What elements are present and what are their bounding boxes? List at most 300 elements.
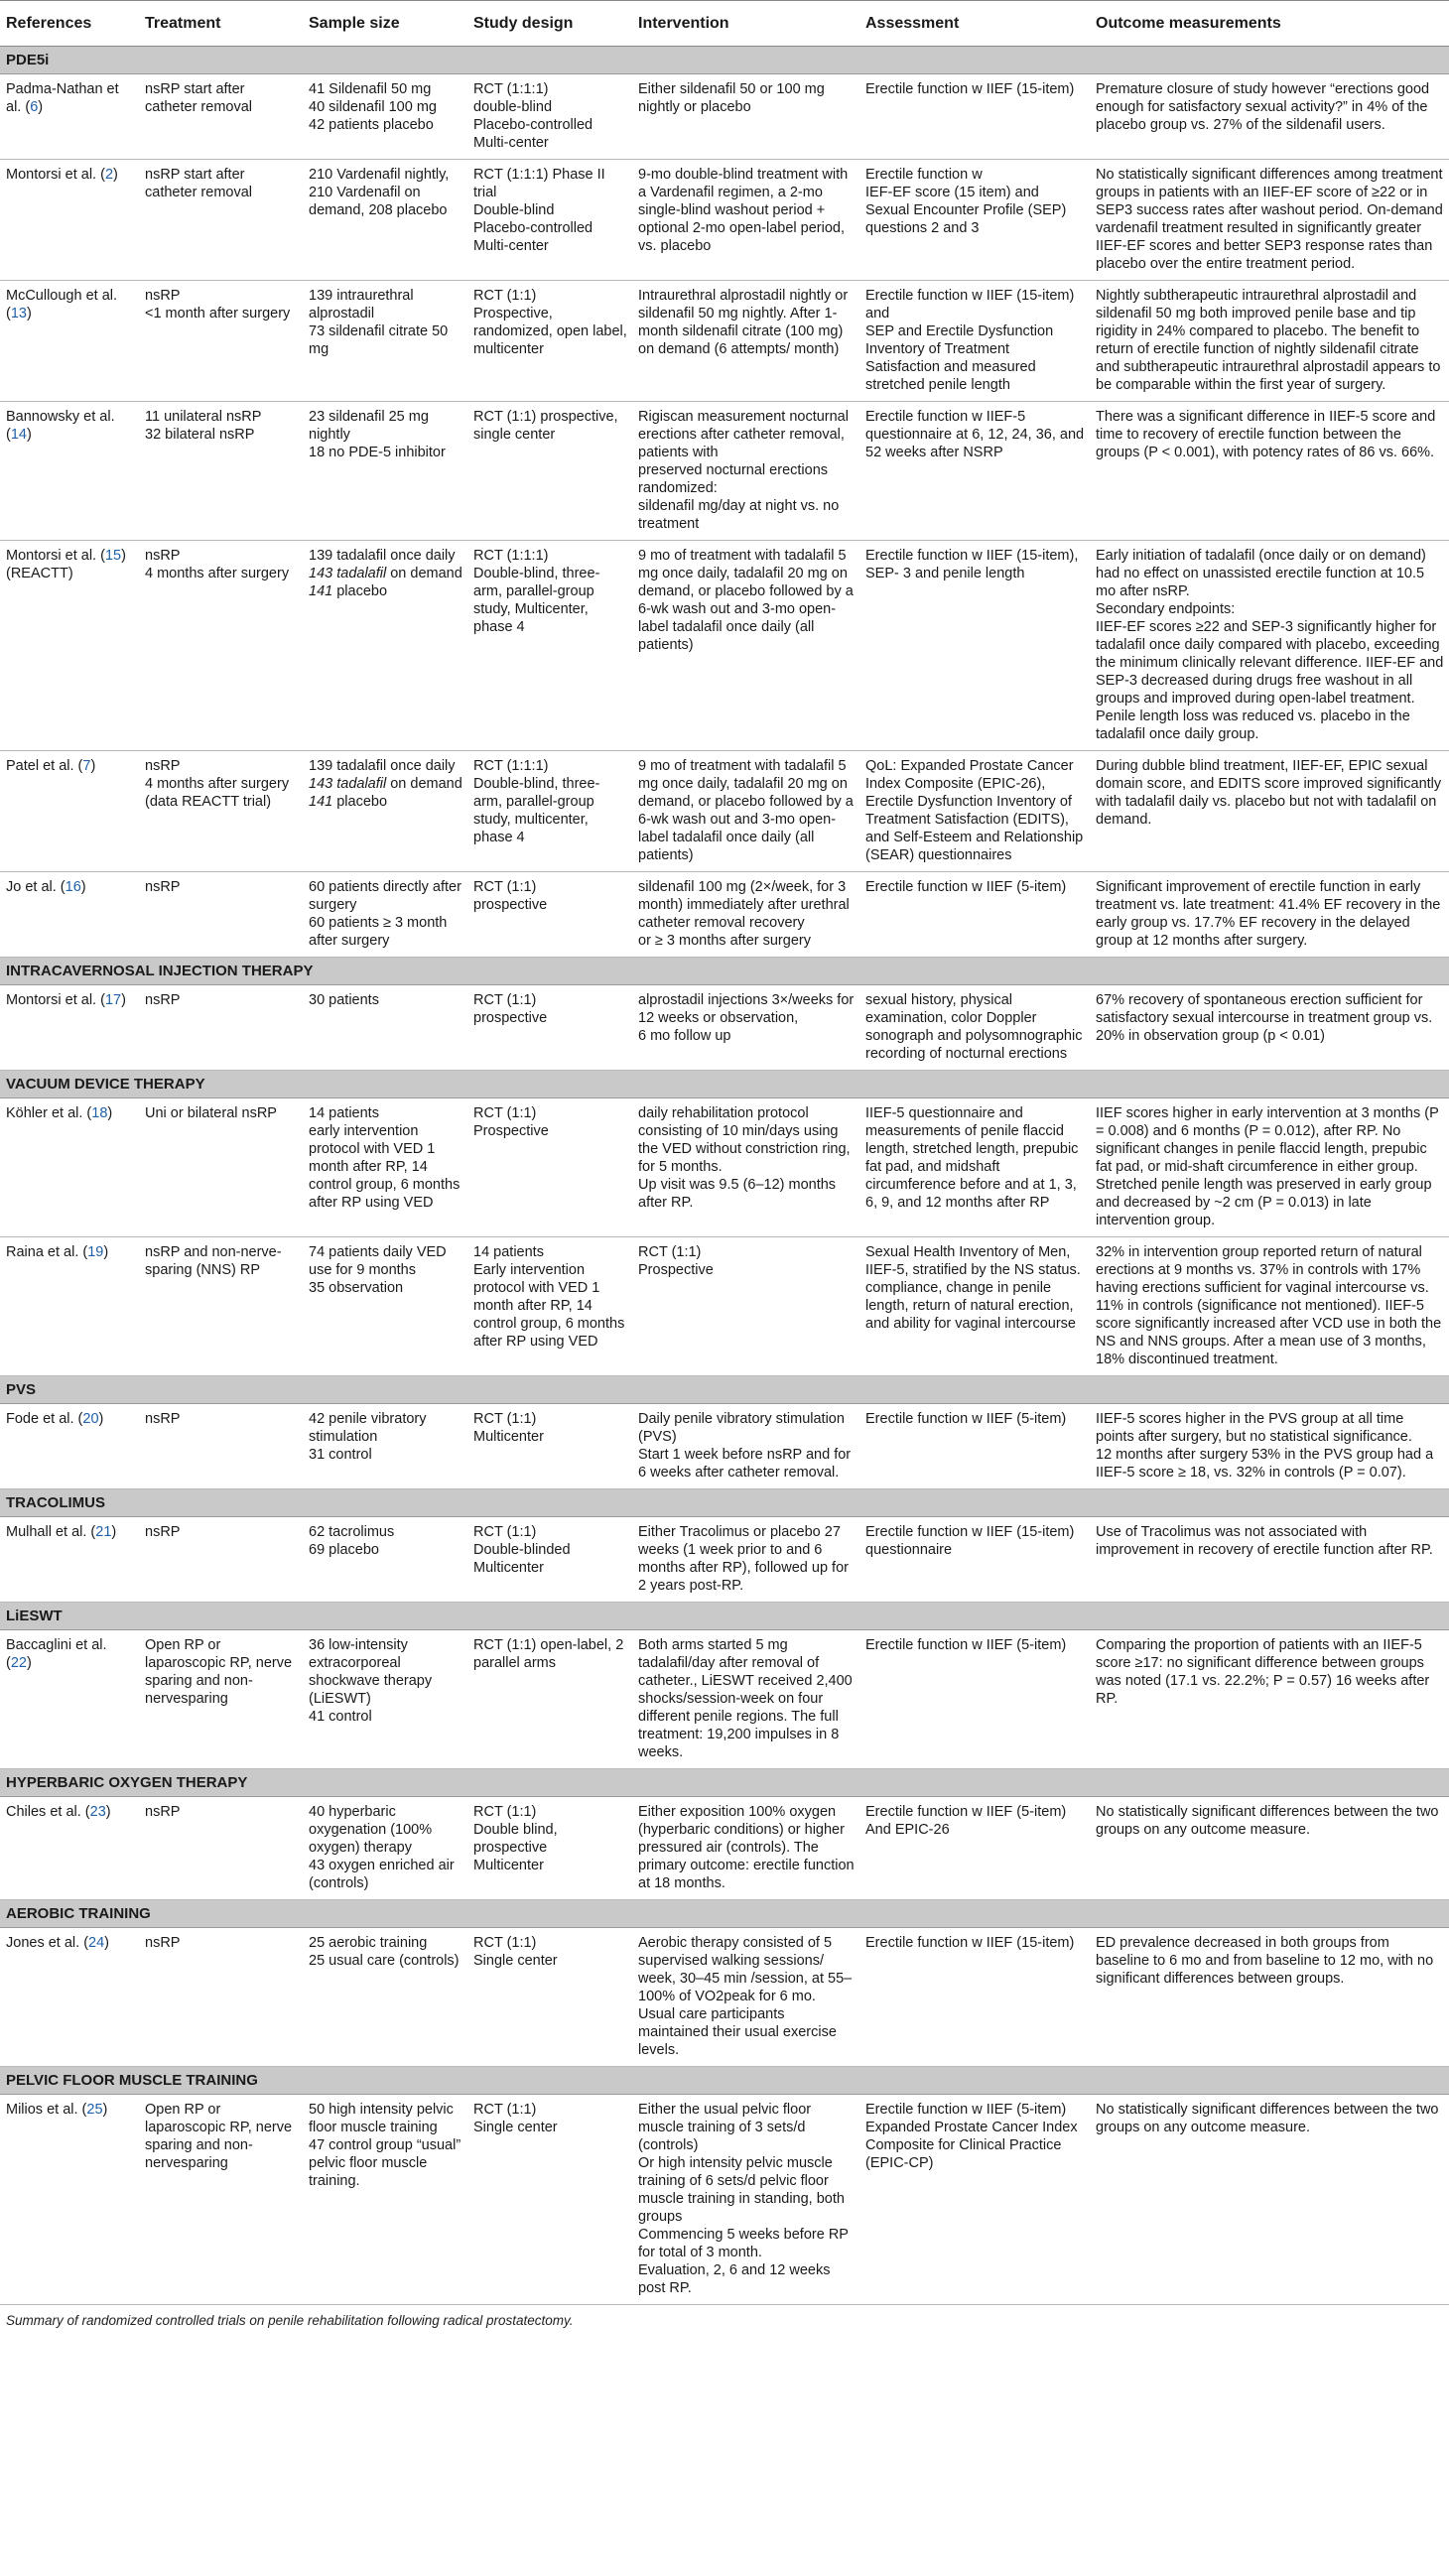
table-row xyxy=(0,1630,1449,1769)
treatment-line: nsRP xyxy=(145,1411,181,1427)
sample-line xyxy=(309,1279,462,1297)
reference-authors: Baccaglini et al. xyxy=(6,1637,107,1653)
reference-link[interactable]: 17 xyxy=(104,992,122,1008)
treatment-line: nsRP and non-nerve-sparing (NNS) RP xyxy=(145,1244,282,1278)
cell-intervention xyxy=(632,2095,859,2305)
cell-outcome xyxy=(1090,872,1449,958)
sample-text: 35 observation xyxy=(309,1280,404,1296)
sample-line xyxy=(309,565,462,582)
table-caption: Summary of randomized controlled trials on penile rehabilitation following radical prostatectomy. xyxy=(6,2313,574,2328)
sample-line xyxy=(309,878,462,914)
intervention-line: Prospective xyxy=(638,1262,714,1278)
study-design-line: Single center xyxy=(473,2120,558,2135)
intervention-line: Or high intensity pelvic muscle training of 6 sets/d pelvic floor muscle training in standing, both groups xyxy=(638,2155,845,2225)
sample-text: 60 patients ≥ 3 month after surgery xyxy=(309,915,448,949)
sample-text: 14 patients xyxy=(309,1105,379,1121)
sample-text: 25 usual care (controls) xyxy=(309,1953,460,1969)
cell-reference: Milios et al. (25) xyxy=(0,2095,139,2305)
sample-text: 143 tadalafil xyxy=(309,566,387,581)
section-header-row xyxy=(0,47,1449,74)
assessment-line: Erectile function w IIEF (15-item) questionnaire xyxy=(865,1524,1075,1558)
study-design-line: Double-blind xyxy=(473,202,555,218)
sample-text: 139 tadalafil once daily xyxy=(309,758,456,774)
cell-intervention xyxy=(632,1630,859,1769)
sample-line xyxy=(309,775,462,793)
sample-text: 41 control xyxy=(309,1709,372,1725)
study-design-line: Multicenter xyxy=(473,1560,544,1576)
cell-sample-size xyxy=(303,402,467,541)
header-sample-size: Sample size xyxy=(303,1,467,47)
header-intervention: Intervention xyxy=(632,1,859,47)
intervention-line: preserved nocturnal erections randomized: xyxy=(638,462,829,496)
cell-assessment xyxy=(859,160,1090,281)
reference-link[interactable]: 6 xyxy=(30,99,39,115)
cell-sample-size xyxy=(303,2095,467,2305)
study-design-line: RCT (1:1) xyxy=(473,992,537,1008)
treatment-line: 4 months after surgery xyxy=(145,566,290,581)
cell-study-design xyxy=(467,402,632,541)
section-title: LiESWT xyxy=(0,1603,1449,1630)
cell-treatment xyxy=(139,281,303,402)
reference-link[interactable]: 2 xyxy=(104,167,114,183)
study-design-line: 14 patients xyxy=(473,1244,544,1260)
cell-reference: Bannowsky et al. (14) xyxy=(0,402,139,541)
sample-text: 23 sildenafil 25 mg nightly xyxy=(309,409,429,443)
cell-assessment xyxy=(859,1517,1090,1603)
outcome-line: Significant improvement of erectile function in early treatment vs. late treatment: 41.4% EF recovery in the early group vs. 17.7% EF recovery in the delayed group at 12 months after surgery. xyxy=(1096,879,1441,949)
sample-line xyxy=(309,1934,462,1952)
outcome-line: IIEF scores higher in early intervention at 3 months (P = 0.008) and 6 months (P = 0.012), after RP. No significant changes in penile flaccid length, prepubic fat pad, or mid-shaft circumference in either group. Stretched penile length was preserved in early group and decreased by ~2 cm (P = 0.013) in late intervention group. xyxy=(1096,1105,1439,1228)
study-design-line: RCT (1:1) xyxy=(473,1935,537,1951)
table-row xyxy=(0,872,1449,958)
sample-line xyxy=(309,1523,462,1541)
study-design-line: RCT (1:1) xyxy=(473,2102,537,2118)
cell-sample-size xyxy=(303,1237,467,1376)
sample-text: 42 penile vibratory stimulation xyxy=(309,1411,427,1445)
cell-study-design xyxy=(467,1928,632,2067)
cell-study-design xyxy=(467,1237,632,1376)
section-title: TRACOLIMUS xyxy=(0,1489,1449,1517)
intervention-line: 9 mo of treatment with tadalafil 5 mg once daily, tadalafil 20 mg on demand, or placebo followed by a 6-wk wash out and 3-mo open-label tadalafil once daily (all patients) xyxy=(638,548,854,653)
cell-intervention xyxy=(632,1098,859,1237)
sample-line xyxy=(309,582,462,600)
intervention-line: sildenafil mg/day at night vs. no treatment xyxy=(638,498,840,532)
intervention-line: Either exposition 100% oxygen (hyperbaric conditions) or higher pressured air (controls). The primary outcome: erectile function at 18 months. xyxy=(638,1804,855,1891)
table-row xyxy=(0,1517,1449,1603)
sample-line xyxy=(309,1104,462,1122)
cell-study-design xyxy=(467,74,632,160)
cell-sample-size xyxy=(303,1630,467,1769)
sample-text: 210 Vardenafil nightly, 210 Vardenafil on demand, 208 placebo xyxy=(309,167,450,218)
reference-link[interactable]: 13 xyxy=(10,306,27,322)
assessment-line: IIEF-5 questionnaire and measurements of penile flaccid length, stretched length, prepubic fat pad, and midshaft circumference before and at 1, 3, 6, 9, and 12 months after RP xyxy=(865,1105,1079,1211)
sample-text: 141 xyxy=(309,583,333,599)
cell-sample-size xyxy=(303,1797,467,1900)
assessment-line: And EPIC-26 xyxy=(865,1822,950,1838)
intervention-line: RCT (1:1) xyxy=(638,1244,702,1260)
header-study-design: Study design xyxy=(467,1,632,47)
cell-treatment xyxy=(139,1928,303,2067)
sample-text: 73 sildenafil citrate 50 mg xyxy=(309,323,449,357)
outcome-line: IIEF-5 scores higher in the PVS group at all time points after surgery, but no statistical significance. xyxy=(1096,1411,1412,1445)
study-design-line: Placebo-controlled xyxy=(473,117,593,133)
sample-text: 143 tadalafil xyxy=(309,776,387,792)
cell-outcome xyxy=(1090,1237,1449,1376)
treatment-line: nsRP xyxy=(145,1935,181,1951)
assessment-line: Erectile function w xyxy=(865,167,983,183)
intervention-line: Up visit was 9.5 (6–12) months after RP. xyxy=(638,1177,837,1211)
cell-treatment xyxy=(139,1404,303,1489)
sample-line xyxy=(309,1636,462,1708)
reference-authors: Montorsi et al. xyxy=(6,167,97,183)
study-design-line: RCT (1:1:1) xyxy=(473,758,549,774)
assessment-line: Erectile function w IIEF (5-item) xyxy=(865,1411,1067,1427)
intervention-line: Start 1 week before nsRP and for 6 weeks after catheter removal. xyxy=(638,1447,852,1481)
cell-sample-size xyxy=(303,1098,467,1237)
cell-sample-size xyxy=(303,751,467,872)
header-references: References xyxy=(0,1,139,47)
cell-reference: McCullough et al. (13) xyxy=(0,281,139,402)
table-row xyxy=(0,402,1449,541)
reference-link[interactable]: 21 xyxy=(95,1524,112,1540)
cell-assessment xyxy=(859,1098,1090,1237)
assessment-line: IEF-EF score (15 item) and Sexual Encounter Profile (SEP) questions 2 and 3 xyxy=(865,185,1067,236)
sample-text: 18 no PDE-5 inhibitor xyxy=(309,445,446,460)
cell-treatment xyxy=(139,1098,303,1237)
reference-link[interactable]: 14 xyxy=(10,427,27,443)
reference-authors: Jones et al. xyxy=(6,1935,80,1951)
study-design-line: Multi-center xyxy=(473,135,549,151)
cell-treatment xyxy=(139,872,303,958)
outcome-line: 32% in intervention group reported return of natural erections at 9 months vs. 37% in controls with 17% having erections sufficient for vaginal intercourse vs. 11% in controls (significance not mentioned). IIEF-5 score significantly increased after VCD use in both the NS and NNS groups. After a mean use of 3 months, 18% discontinued treatment. xyxy=(1096,1244,1442,1367)
cell-outcome xyxy=(1090,402,1449,541)
table-row xyxy=(0,1404,1449,1489)
study-design-line: Double-blind, three-arm, parallel-group study, Multicenter, phase 4 xyxy=(473,566,600,635)
cell-study-design xyxy=(467,1404,632,1489)
intervention-line: or ≥ 3 months after surgery xyxy=(638,933,811,949)
cell-study-design xyxy=(467,1797,632,1900)
study-design-line: double-blind xyxy=(473,99,553,115)
intervention-line: Commencing 5 weeks before RP for total of 3 month. xyxy=(638,2227,849,2260)
intervention-line: alprostadil injections 3×/weeks for 12 weeks or observation, xyxy=(638,992,855,1026)
cell-study-design xyxy=(467,1630,632,1769)
cell-outcome xyxy=(1090,160,1449,281)
cell-treatment xyxy=(139,74,303,160)
cell-outcome xyxy=(1090,2095,1449,2305)
outcome-line: No statistically significant differences among treatment groups in patients with an IIEF-EF score of ≥22 or in SEP3 success rates after washout period. On-demand vardenafil treatment resulted in significantly greater IIEF-EF scores and better SEP3 response rates than placebo over the entire treatment period. xyxy=(1096,167,1443,272)
sample-text: 40 hyperbaric oxygenation (100% oxygen) therapy xyxy=(309,1804,433,1856)
study-design-line: RCT (1:1) xyxy=(473,1524,537,1540)
sample-line xyxy=(309,547,462,565)
treatment-line: <1 month after surgery xyxy=(145,306,291,322)
cell-treatment xyxy=(139,1237,303,1376)
treatment-line: Open RP or laparoscopic RP, nerve sparing and non-nervesparing xyxy=(145,1637,293,1707)
section-header-row xyxy=(0,1489,1449,1517)
cell-sample-size xyxy=(303,1404,467,1489)
sample-line xyxy=(309,287,462,322)
cell-outcome xyxy=(1090,541,1449,751)
table-row xyxy=(0,751,1449,872)
sample-text: 141 xyxy=(309,794,333,810)
study-design-line: Double-blind, three-arm, parallel-group study, multicenter, phase 4 xyxy=(473,776,600,845)
outcome-line: Nightly subtherapeutic intraurethral alprostadil and sildenafil 50 mg both improved penile base and tip rigidity in 24% compared to placebo. The benefit to return of erectile function of nightly sildenafil citrate and subtherapeutic intraurethral alprostadil appears to be comparable within the first year of surgery. xyxy=(1096,288,1441,393)
section-title: VACUUM DEVICE THERAPY xyxy=(0,1071,1449,1098)
cell-intervention xyxy=(632,541,859,751)
sample-line xyxy=(309,2101,462,2136)
treatment-line: nsRP start after catheter removal xyxy=(145,167,252,200)
sample-line xyxy=(309,1708,462,1726)
reference-link[interactable]: 25 xyxy=(86,2102,103,2118)
header-outcome: Outcome measurements xyxy=(1090,1,1449,47)
header-treatment: Treatment xyxy=(139,1,303,47)
cell-intervention xyxy=(632,751,859,872)
intervention-line: Either sildenafil 50 or 100 mg nightly or placebo xyxy=(638,81,825,115)
intervention-line: 6 mo follow up xyxy=(638,1028,731,1044)
cell-study-design xyxy=(467,1517,632,1603)
sample-text: 62 tacrolimus xyxy=(309,1524,395,1540)
sample-line xyxy=(309,444,462,461)
section-title: PVS xyxy=(0,1376,1449,1404)
table-body xyxy=(0,47,1449,2305)
reference-link[interactable]: 7 xyxy=(82,758,91,774)
section-header-row xyxy=(0,1071,1449,1098)
section-title: AEROBIC TRAINING xyxy=(0,1900,1449,1928)
outcome-line: ED prevalence decreased in both groups from baseline to 6 mo and from baseline to 12 mo, with no significant differences between groups. xyxy=(1096,1935,1434,1987)
reference-link[interactable]: 20 xyxy=(82,1411,99,1427)
cell-reference: Raina et al. (19) xyxy=(0,1237,139,1376)
section-header-row xyxy=(0,2067,1449,2095)
reference-link[interactable]: 22 xyxy=(10,1655,27,1671)
cell-assessment xyxy=(859,1928,1090,2067)
study-design-line: prospective xyxy=(473,897,548,913)
cell-outcome xyxy=(1090,751,1449,872)
cell-reference: Fode et al. (20) xyxy=(0,1404,139,1489)
intervention-line: Aerobic therapy consisted of 5 supervised walking sessions/ week, 30–45 min /session, at 55–100% of VO2peak for 6 mo. Usual care participants maintained their usual exercise levels. xyxy=(638,1935,853,2058)
sample-text: 31 control xyxy=(309,1447,372,1463)
study-design-line: RCT (1:1) xyxy=(473,1411,537,1427)
cell-reference: Montorsi et al. (2) xyxy=(0,160,139,281)
treatment-line: nsRP xyxy=(145,548,181,564)
cell-study-design xyxy=(467,872,632,958)
reference-link[interactable]: 16 xyxy=(65,879,81,895)
reference-authors: Montorsi et al. xyxy=(6,992,97,1008)
outcome-line: During dubble blind treatment, IIEF-EF, EPIC sexual domain score, and EDITS score improved significantly with tadalafil daily vs. placebo but not with tadalafil on demand. xyxy=(1096,758,1442,828)
cell-sample-size xyxy=(303,281,467,402)
cell-assessment xyxy=(859,1630,1090,1769)
sample-line xyxy=(309,1122,462,1212)
intervention-line: Both arms started 5 mg tadalafil/day after removal of catheter., LiESWT received 2,400 shocks/session-week on four different penile regions. The full treatment: 19,200 impulses in 8 weeks. xyxy=(638,1637,853,1760)
cell-treatment xyxy=(139,1797,303,1900)
intervention-line: Either the usual pelvic floor muscle training of 3 sets/d (controls) xyxy=(638,2102,812,2153)
study-design-line: RCT (1:1:1) Phase II trial xyxy=(473,167,605,200)
reference-extra: (REACTT) xyxy=(6,566,73,581)
cell-outcome xyxy=(1090,985,1449,1071)
study-design-line: RCT (1:1:1) xyxy=(473,81,549,97)
cell-intervention xyxy=(632,872,859,958)
study-design-line: Early intervention protocol with VED 1 month after RP, 14 control group, 6 months after RP using VED xyxy=(473,1262,625,1350)
sample-text: 139 tadalafil once daily xyxy=(309,548,456,564)
cell-sample-size xyxy=(303,541,467,751)
outcome-line: IIEF-EF scores ≥22 and SEP-3 significantly higher for tadalafil once daily compared with placebo, exceeding the minimum clinically relevant difference. IIEF-EF and SEP-3 decreased during drugs free washout in all groups and improved during open-label treatment. Penile length loss was reduced vs. placebo in the tadalafil once daily group. xyxy=(1096,619,1444,742)
assessment-line: sexual history, physical examination, color Doppler sonograph and polysomnographic recording of nocturnal erections xyxy=(865,992,1083,1062)
table-row xyxy=(0,1237,1449,1376)
assessment-line: Sexual Health Inventory of Men, IIEF-5, stratified by the NS status. compliance, change in penile length, return of natural erection, and ability for vaginal intercourse xyxy=(865,1244,1081,1332)
reference-link[interactable]: 24 xyxy=(88,1935,105,1951)
cell-assessment xyxy=(859,985,1090,1071)
reference-authors: Köhler et al. xyxy=(6,1105,83,1121)
cell-study-design xyxy=(467,751,632,872)
section-title: PDE5i xyxy=(0,47,1449,74)
cell-reference: Jones et al. (24) xyxy=(0,1928,139,2067)
cell-intervention xyxy=(632,281,859,402)
assessment-line: QoL: Expanded Prostate Cancer Index Composite (EPIC-26), Erectile Dysfunction Inventory of Treatment Satisfaction (EDITS), and Self-Esteem and Relationship (SEAR) questionnaires xyxy=(865,758,1084,863)
sample-tail: on demand xyxy=(386,566,462,581)
study-design-line: prospective xyxy=(473,1010,548,1026)
sample-line xyxy=(309,322,462,358)
treatment-line: nsRP start after catheter removal xyxy=(145,81,252,115)
sample-text: 30 patients xyxy=(309,992,379,1008)
cell-reference: Baccaglini et al. (22) xyxy=(0,1630,139,1769)
reference-link[interactable]: 18 xyxy=(91,1105,108,1121)
cell-outcome xyxy=(1090,74,1449,160)
reference-authors: Raina et al. xyxy=(6,1244,79,1260)
study-design-line: RCT (1:1) open-label, 2 parallel arms xyxy=(473,1637,624,1671)
cell-reference: Montorsi et al. (17) xyxy=(0,985,139,1071)
cell-reference: Patel et al. (7) xyxy=(0,751,139,872)
sample-text: early intervention protocol with VED 1 month after RP, 14 control group, 6 months after RP using VED xyxy=(309,1123,461,1211)
cell-treatment xyxy=(139,1630,303,1769)
outcome-line: Premature closure of study however “erections good enough for satisfactory sexual activity?” in 4% of the placebo group vs. 27% of the sildenafil users. xyxy=(1096,81,1430,133)
outcome-line: Secondary endpoints: xyxy=(1096,601,1236,617)
cell-intervention xyxy=(632,1404,859,1489)
sample-text: 74 patients daily VED use for 9 months xyxy=(309,1244,447,1278)
cell-outcome xyxy=(1090,1404,1449,1489)
cell-treatment xyxy=(139,985,303,1071)
sample-text: 60 patients directly after surgery xyxy=(309,879,461,913)
cell-reference: Montorsi et al. (15) (REACTT) xyxy=(0,541,139,751)
outcome-line: No statistically significant differences between the two groups on any outcome measure. xyxy=(1096,1804,1439,1838)
cell-study-design xyxy=(467,281,632,402)
study-design-line: RCT (1:1) xyxy=(473,879,537,895)
intervention-line: Intraurethral alprostadil nightly or sildenafil 50 mg nightly. After 1-month sildenafil citrate (100 mg) on demand (6 attempts/ month) xyxy=(638,288,849,357)
header-row xyxy=(0,1,1449,47)
cell-treatment xyxy=(139,160,303,281)
cell-treatment xyxy=(139,751,303,872)
assessment-line: SEP and Erectile Dysfunction Inventory of Treatment Satisfaction and measured stretched penile length xyxy=(865,323,1054,393)
treatment-line: nsRP xyxy=(145,758,181,774)
sample-tail: placebo xyxy=(332,583,388,599)
reference-authors: Jo et al. xyxy=(6,879,57,895)
study-design-line: RCT (1:1) xyxy=(473,1804,537,1820)
assessment-line: Erectile function w IIEF (5-item) Expanded Prostate Cancer Index Composite for Clinical Practice (EPIC-CP) xyxy=(865,2102,1078,2171)
cell-assessment xyxy=(859,1404,1090,1489)
study-design-line: RCT (1:1:1) xyxy=(473,548,549,564)
study-design-line: Double blind, prospective xyxy=(473,1822,558,1856)
treatment-line: Open RP or laparoscopic RP, nerve sparing and non-nervesparing xyxy=(145,2102,293,2171)
treatment-line: 32 bilateral nsRP xyxy=(145,427,255,443)
sample-line xyxy=(309,914,462,950)
sample-text: 47 control group “usual” pelvic floor muscle training. xyxy=(309,2137,461,2189)
cell-reference: Chiles et al. (23) xyxy=(0,1797,139,1900)
cell-sample-size xyxy=(303,985,467,1071)
treatment-line: nsRP xyxy=(145,1524,181,1540)
study-design-line: Multi-center xyxy=(473,238,549,254)
cell-intervention xyxy=(632,160,859,281)
sample-line xyxy=(309,98,462,116)
cell-reference: Köhler et al. (18) xyxy=(0,1098,139,1237)
sample-tail: placebo xyxy=(332,794,388,810)
table-row xyxy=(0,281,1449,402)
treatment-line: nsRP xyxy=(145,992,181,1008)
reference-link[interactable]: 19 xyxy=(87,1244,104,1260)
table-row xyxy=(0,160,1449,281)
reference-link[interactable]: 15 xyxy=(104,548,122,564)
cell-assessment xyxy=(859,1797,1090,1900)
treatment-line: 4 months after surgery (data REACTT trial) xyxy=(145,776,290,810)
assessment-line: Erectile function w IIEF (5-item) xyxy=(865,1637,1067,1653)
assessment-line: Erectile function w IIEF-5 questionnaire at 6, 12, 24, 36, and 52 weeks after NSRP xyxy=(865,409,1085,460)
cell-assessment xyxy=(859,281,1090,402)
intervention-line: Evaluation, 2, 6 and 12 weeks post RP. xyxy=(638,2262,831,2296)
outcome-line: No statistically significant differences between the two groups on any outcome measure. xyxy=(1096,2102,1439,2135)
sample-line xyxy=(309,1541,462,1559)
section-title: PELVIC FLOOR MUSCLE TRAINING xyxy=(0,2067,1449,2095)
reference-link[interactable]: 23 xyxy=(89,1804,106,1820)
cell-assessment xyxy=(859,2095,1090,2305)
cell-sample-size xyxy=(303,872,467,958)
reference-authors: Chiles et al. xyxy=(6,1804,81,1820)
table-row xyxy=(0,74,1449,160)
sample-line xyxy=(309,757,462,775)
sample-line xyxy=(309,1803,462,1857)
sample-line xyxy=(309,1952,462,1970)
cell-outcome xyxy=(1090,1928,1449,2067)
sample-line xyxy=(309,80,462,98)
reference-authors: Fode et al. xyxy=(6,1411,74,1427)
study-design-line: Double-blinded xyxy=(473,1542,571,1558)
intervention-line: Either Tracolimus or placebo 27 weeks (1 week prior to and 6 months after RP), followed up for 2 years post-RP. xyxy=(638,1524,849,1594)
cell-intervention xyxy=(632,985,859,1071)
cell-outcome xyxy=(1090,1630,1449,1769)
intervention-line: 9-mo double-blind treatment with a Vardenafil regimen, a 2-mo single-blind washout period + optional 2-mo open-label period, vs. placebo xyxy=(638,167,849,254)
treatment-line: 11 unilateral nsRP xyxy=(145,409,262,425)
treatment-line: Uni or bilateral nsRP xyxy=(145,1105,277,1121)
cell-study-design xyxy=(467,541,632,751)
cell-treatment xyxy=(139,1517,303,1603)
sample-text: 69 placebo xyxy=(309,1542,379,1558)
header-assessment: Assessment xyxy=(859,1,1090,47)
cell-assessment xyxy=(859,872,1090,958)
sample-text: 43 oxygen enriched air (controls) xyxy=(309,1858,455,1891)
cell-outcome xyxy=(1090,1797,1449,1900)
sample-line xyxy=(309,793,462,811)
section-header-row xyxy=(0,1900,1449,1928)
outcome-line: Comparing the proportion of patients with an IIEF-5 score ≥17: no significant difference between groups was noted (17.1 vs. 22.2%; P = 0.57) 16 weeks after RP. xyxy=(1096,1637,1430,1707)
assessment-line: Erectile function w IIEF (15-item) xyxy=(865,81,1075,97)
intervention-line: sildenafil 100 mg (2×/week, for 3 month) immediately after urethral catheter removal recovery xyxy=(638,879,850,931)
cell-study-design xyxy=(467,160,632,281)
cell-study-design xyxy=(467,2095,632,2305)
section-header-row xyxy=(0,1376,1449,1404)
cell-treatment xyxy=(139,541,303,751)
study-design-line: Prospective, randomized, open label, multicenter xyxy=(473,306,627,357)
study-design-line: Placebo-controlled xyxy=(473,220,593,236)
sample-line xyxy=(309,1410,462,1446)
cell-intervention xyxy=(632,1928,859,2067)
assessment-line: Erectile function w IIEF (15-item), SEP- 3 and penile length xyxy=(865,548,1079,581)
cell-sample-size xyxy=(303,1928,467,2067)
study-design-line: RCT (1:1) prospective, single center xyxy=(473,409,618,443)
